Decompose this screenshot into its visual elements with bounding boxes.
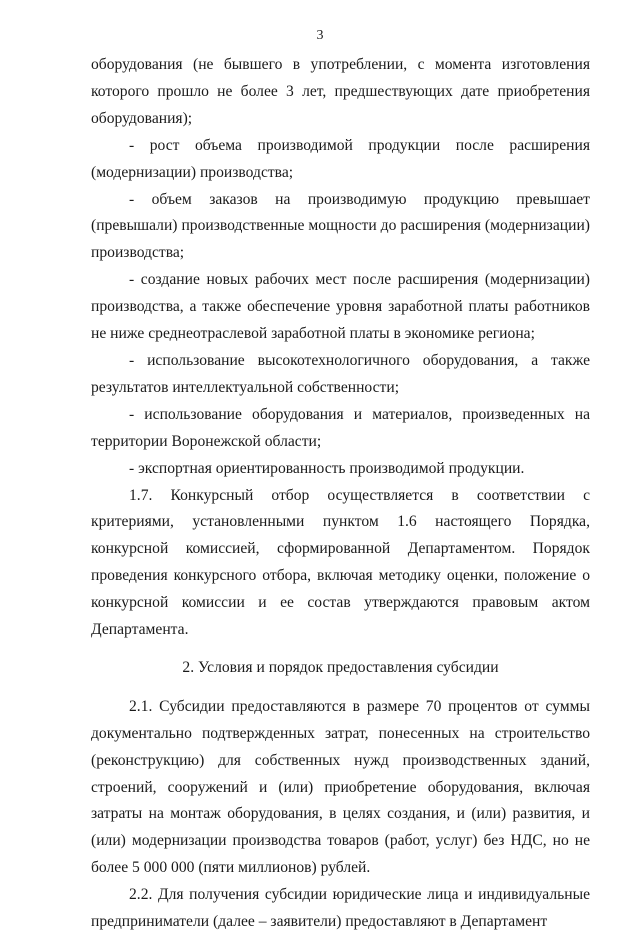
criterion-local-materials: - использование оборудования и материалов, произведенных на территории Воронежской области; (91, 405, 590, 450)
paragraph-2-2: 2.2. Для получения субсидии юридические лица и индивидуальные предприниматели (далее – заявители) предоставляют в Департамент (91, 886, 590, 931)
document-body (91, 52, 590, 936)
criterion-output-growth: - рост объема производимой продукции после расширения (модернизации) производства; (91, 136, 590, 181)
criterion-order-volume: - объем заказов на производимую продукцию превышает (превышали) производственные мощности до расширения (модернизации) производства; (91, 190, 590, 262)
paragraph-equipment-continuation: оборудования (не бывшего в употреблении, с момента изготовления которого прошло не более 3 лет, предшествующих дате приобретения оборудования); (91, 56, 590, 127)
criterion-export-orientation: - экспортная ориентированность производимой продукции. (129, 459, 525, 477)
paragraph-1-7: 1.7. Конкурсный отбор осуществляется в соответствии с критериями, установленными пунктом 1.6 настоящего Порядка, конкурсной комиссией, сформированной Департаментом. Порядок проведения конкурсного отбора, включая методику оценки, положение о конкурсной комиссии и ее состав утверждаются правовым актом Департамента. (91, 486, 590, 639)
paragraph-2-1: 2.1. Субсидии предоставляются в размере 70 процентов от суммы документально подтвержденных затрат, понесенных на строительство (реконструкцию) для собственных нужд производственных зданий, строений, сооружений и (или) приобретение оборудования, включая затраты на монтаж оборудования, в целях создания, и (или) развития, и (или) модернизации производства товаров (работ, услуг) без НДС, но не более 5 000 000 (пяти миллионов) рублей. (91, 697, 590, 877)
page-number: 3 (316, 28, 324, 43)
section-2-heading: 2. Условия и порядок предоставления субсидии (182, 658, 499, 676)
criterion-new-jobs: - создание новых рабочих мест после расширения (модернизации) производства, а также обеспечение уровня заработной платы работников не ниже среднеотраслевой заработной платы в экономике региона; (91, 271, 590, 343)
criterion-high-tech-equipment: - использование высокотехнологичного оборудования, а также результатов интеллектуальной собственности; (91, 351, 590, 396)
